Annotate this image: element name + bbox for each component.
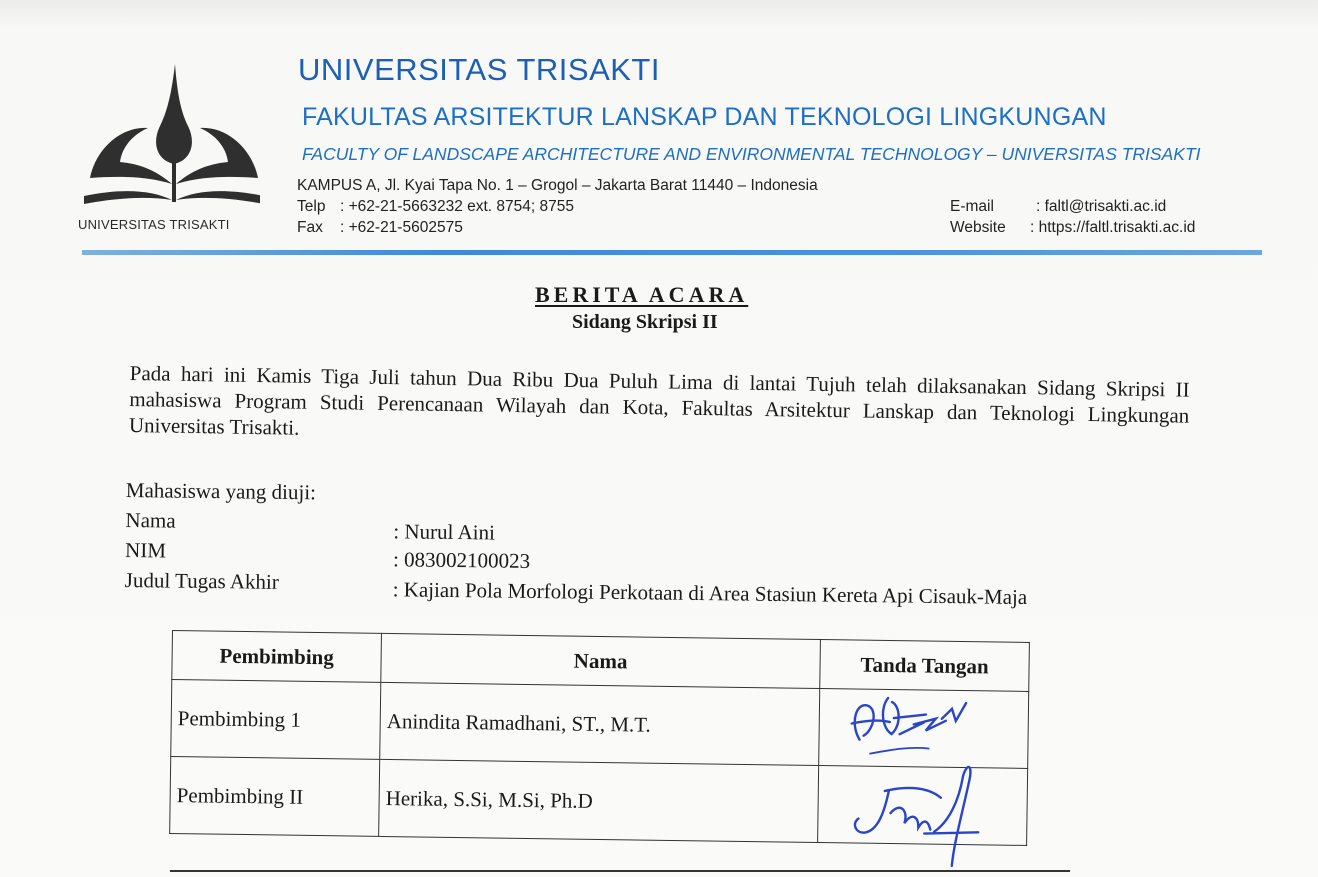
email-label: E-mail	[950, 198, 994, 215]
website-value: : https://faltl.trisakti.ac.id	[1030, 219, 1196, 236]
col-header-signature: Tanda Tangan	[820, 640, 1030, 692]
signature-2-icon	[828, 760, 990, 872]
table-row	[171, 680, 1029, 769]
logo-caption: UNIVERSITAS TRISAKTI	[78, 217, 230, 232]
intro-paragraph: Pada hari ini Kamis Tiga Juli tahun Dua Ribu Dua Puluh Lima di lantai Tujuh telah dilaksanakan Sidang Skripsi II mahasiswa Program Studi Perencanaan Wilayah dan Kota, Fakultas Arsitektur Lanskap dan Teknologi Lingkungan Universitas Trisakti.	[128, 360, 1190, 440]
name-label: Nama	[125, 507, 176, 533]
faculty-name-en: FACULTY OF LANDSCAPE ARCHITECTURE AND ENVIRONMENTAL TECHNOLOGY – UNIVERSITAS TRISAKTI	[302, 144, 1201, 164]
signature-1-icon	[829, 683, 980, 765]
fax-value: : +62-21-5602575	[340, 219, 463, 236]
address-line: KAMPUS A, Jl. Kyai Tapa No. 1 – Grogol – Jakarta Barat 11440 – Indonesia	[297, 177, 818, 194]
signature-cell	[819, 689, 1029, 769]
advisor-name: Herika, S.Si, M.Si, Ph.D	[379, 759, 819, 842]
trisakti-emblem-icon	[82, 60, 260, 210]
nim-label: NIM	[124, 537, 167, 563]
telp-label: Telp	[297, 198, 326, 215]
faculty-name-id: FAKULTAS ARSITEKTUR LANSKAP DAN TEKNOLOGI LINGKUNGAN	[302, 103, 1107, 131]
advisor-name: Anindita Ramadhani, ST., M.T.	[380, 682, 820, 765]
website-label: Website	[950, 219, 1006, 236]
letterhead-divider	[82, 250, 1262, 255]
document-title: BERITA ACARA	[535, 282, 749, 307]
signature-cell	[818, 766, 1028, 846]
email-value: : faltl@trisakti.ac.id	[1036, 198, 1167, 215]
col-header-name: Nama	[381, 633, 821, 688]
nim-value: : 083002100023	[392, 547, 531, 573]
thesis-value: : Kajian Pola Morfologi Perkotaan di Area Stasiun Kereta Api Cisauk-Maja	[392, 577, 1028, 610]
telp-value: : +62-21-5663232 ext. 8754; 8755	[340, 198, 574, 215]
university-logo	[78, 60, 264, 235]
table-row	[170, 756, 1028, 845]
fax-label: Fax	[297, 219, 323, 236]
student-info	[124, 478, 1206, 631]
advisor-role: Pembimbing 1	[171, 680, 381, 760]
next-table-edge	[170, 870, 1070, 872]
advisor-table	[169, 630, 1030, 846]
name-value: : Nurul Aini	[393, 519, 496, 545]
student-heading: Mahasiswa yang diuji:	[125, 478, 317, 505]
university-name: UNIVERSITAS TRISAKTI	[298, 52, 660, 87]
thesis-label: Judul Tugas Akhir	[124, 567, 279, 594]
col-header-role: Pembimbing	[172, 631, 382, 683]
advisor-role: Pembimbing II	[170, 756, 380, 836]
document-subtitle: Sidang Skripsi II	[572, 311, 718, 333]
